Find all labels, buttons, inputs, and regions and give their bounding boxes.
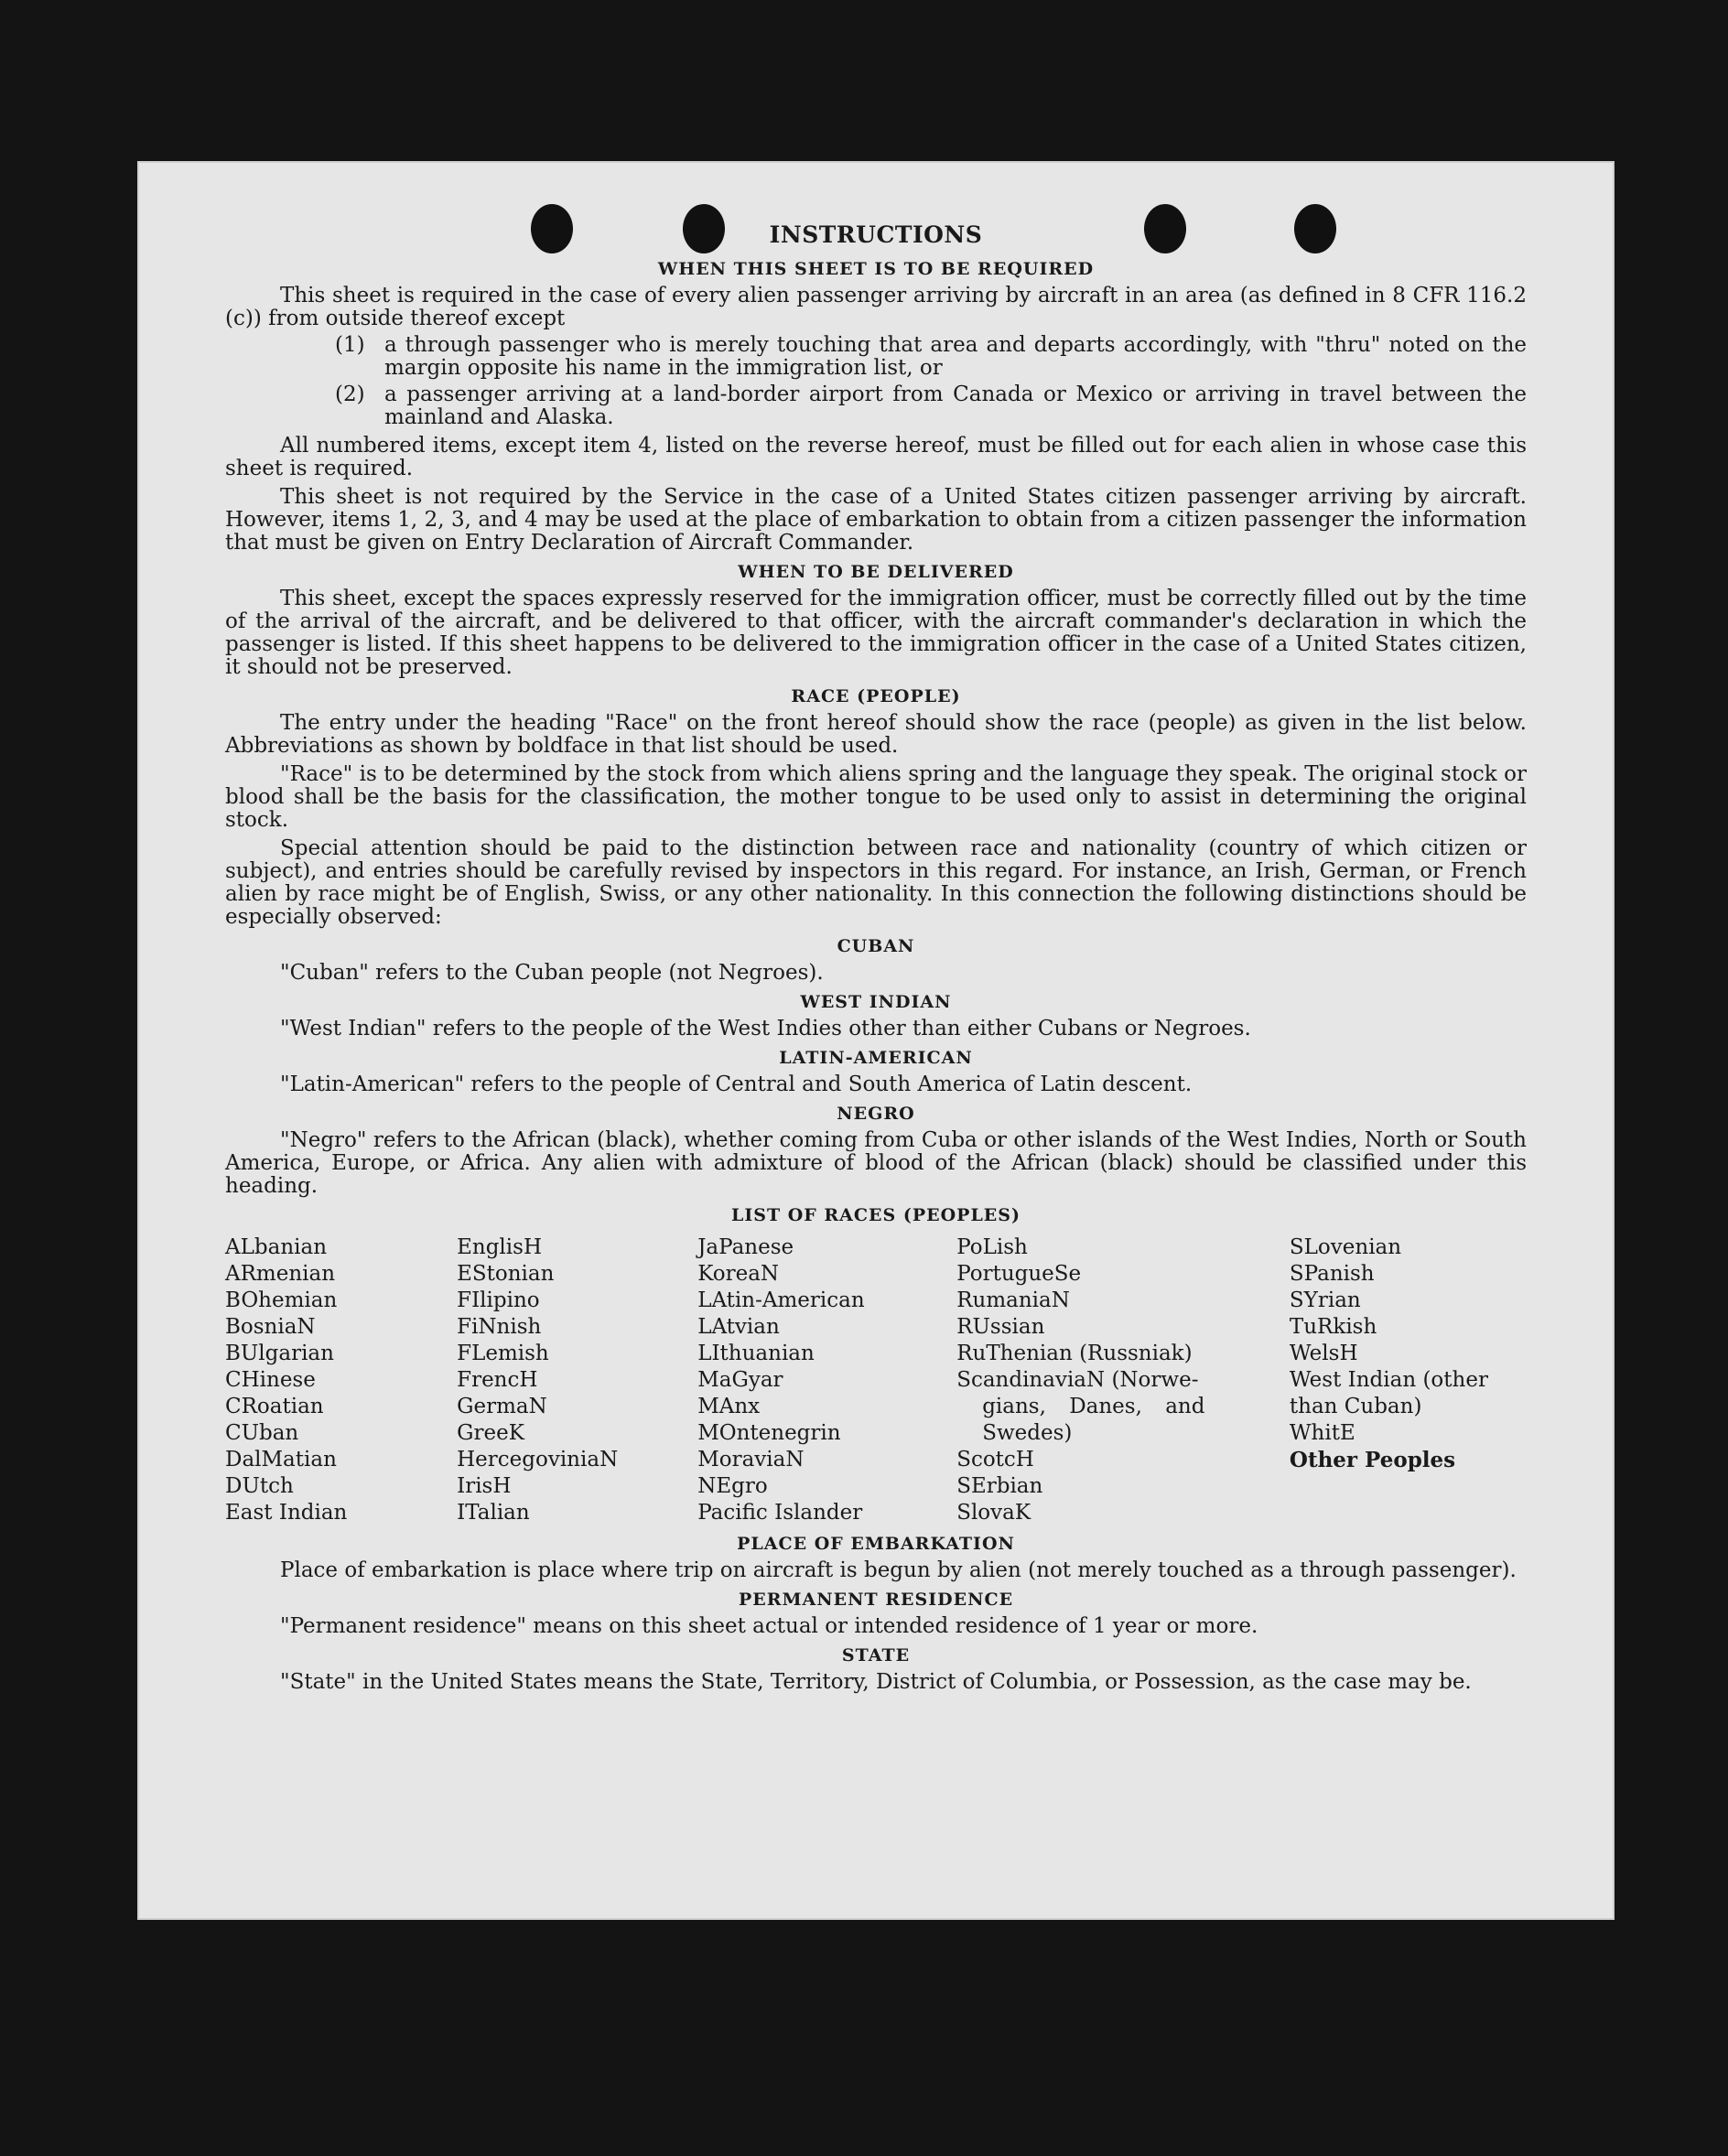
race-entry: MoraviaN bbox=[697, 1448, 805, 1471]
race-entry: MOntenegrin bbox=[697, 1421, 841, 1445]
paragraph: "Cuban" refers to the Cuban people (not Negroes). bbox=[280, 961, 824, 985]
list-item bbox=[335, 334, 1527, 380]
punch-hole bbox=[1144, 204, 1186, 253]
race-entry: BOhemian bbox=[225, 1288, 338, 1312]
item-number: (1) bbox=[335, 333, 365, 357]
race-column bbox=[697, 1234, 956, 1526]
heading-race: RACE (PEOPLE) bbox=[791, 686, 961, 706]
race-entry: GreeK bbox=[457, 1421, 524, 1445]
heading-embarkation: PLACE OF EMBARKATION bbox=[737, 1534, 1015, 1554]
race-entry: SErbian bbox=[956, 1474, 1043, 1498]
race-entry: JaPanese bbox=[697, 1235, 794, 1259]
heading-latin-american: LATIN-AMERICAN bbox=[779, 1048, 973, 1068]
heading-west-indian: WEST INDIAN bbox=[800, 992, 952, 1012]
race-entry: KoreaN bbox=[697, 1262, 780, 1286]
race-entry: Pacific Islander bbox=[697, 1501, 863, 1525]
paragraph: "West Indian" refers to the people of the West Indies other than either Cubans or Negroes. bbox=[280, 1017, 1251, 1040]
race-entry: RuThenian (Russniak) bbox=[956, 1342, 1193, 1365]
item-text: a passenger arriving at a land-border airport from Canada or Mexico or arriving in travel between the mainland and Alaska. bbox=[384, 383, 1527, 429]
race-entry: HercegoviniaN bbox=[457, 1448, 619, 1471]
race-entry: MAnx bbox=[697, 1395, 761, 1418]
race-entry: CHinese bbox=[225, 1368, 316, 1392]
race-entry: BUlgarian bbox=[225, 1342, 334, 1365]
race-column bbox=[1290, 1234, 1527, 1526]
race-entry: MaGyar bbox=[697, 1368, 783, 1392]
race-entry: EnglisH bbox=[457, 1235, 543, 1259]
paragraph: The entry under the heading "Race" on the front hereof should show the race (people) as given in the list below. Abbreviations as shown by boldface in that list should be used. bbox=[225, 711, 1527, 758]
heading-negro: NEGRO bbox=[837, 1104, 915, 1124]
race-entry: ScotcH bbox=[956, 1448, 1034, 1471]
item-number: (2) bbox=[335, 383, 365, 406]
paragraph: "Permanent residence" means on this sheet actual or intended residence of 1 year or more. bbox=[280, 1614, 1258, 1638]
race-entry: SlovaK bbox=[956, 1501, 1031, 1525]
race-entry: IrisH bbox=[457, 1474, 512, 1498]
paragraph: All numbered items, except item 4, listed on the reverse hereof, must be filled out for each alien in whose case this sheet is required. bbox=[225, 434, 1527, 480]
paragraph: "Latin-American" refers to the people of Central and South America of Latin descent. bbox=[280, 1073, 1193, 1096]
paragraph: This sheet, except the spaces expressly reserved for the immigration officer, must be correctly filled out by the time of the arrival of the aircraft, and be delivered to that officer, with the aircraft commander's declaration in which the passenger is listed. If this sheet happens to be delivered to the immigration officer in the case of a United States citizen, it should not be preserved. bbox=[225, 587, 1527, 679]
race-entry: PoLish bbox=[956, 1235, 1028, 1259]
race-entry: ALbanian bbox=[225, 1235, 328, 1259]
race-entry: ARmenian bbox=[225, 1262, 336, 1286]
race-entry: DalMatian bbox=[225, 1448, 337, 1471]
race-entry: RumaniaN bbox=[956, 1288, 1070, 1312]
race-entry: GermaN bbox=[457, 1395, 547, 1418]
race-column bbox=[457, 1234, 697, 1526]
punch-hole bbox=[683, 204, 725, 253]
race-column bbox=[225, 1234, 457, 1526]
race-entry: East Indian bbox=[225, 1501, 348, 1525]
race-entry: SLovenian bbox=[1289, 1235, 1402, 1259]
race-entry: FIlipino bbox=[457, 1288, 540, 1312]
heading-required: WHEN THIS SHEET IS TO BE REQUIRED bbox=[657, 259, 1095, 279]
race-entry: SYrian bbox=[1289, 1288, 1361, 1312]
document-sheet bbox=[137, 161, 1615, 1920]
page-title: INSTRUCTIONS bbox=[769, 221, 983, 248]
heading-list-of-races: LIST OF RACES (PEOPLES) bbox=[731, 1205, 1021, 1225]
race-entry: PortugueSe bbox=[956, 1262, 1082, 1286]
race-entry: ITalian bbox=[457, 1501, 530, 1525]
punch-hole bbox=[1294, 204, 1336, 253]
race-entry: CUban bbox=[225, 1421, 299, 1445]
race-entry: WhitE bbox=[1289, 1421, 1355, 1445]
race-entry: BosniaN bbox=[225, 1315, 316, 1339]
race-entry: FiNnish bbox=[457, 1315, 542, 1339]
race-entry: West Indian (other bbox=[1289, 1368, 1488, 1392]
race-entry: NEgro bbox=[697, 1474, 768, 1498]
race-entry: RUssian bbox=[956, 1315, 1045, 1339]
paragraph: "Race" is to be determined by the stock from which aliens spring and the language they speak. The original stock or blood shall be the basis for the classification, the mother tongue to be used only to assist in determining the original stock. bbox=[225, 762, 1527, 832]
race-entry: ScandinaviaN (Norwe- bbox=[956, 1368, 1199, 1392]
race-entry: LAtvian bbox=[697, 1315, 780, 1339]
race-entry: LAtin-American bbox=[697, 1288, 865, 1312]
race-column bbox=[956, 1234, 1290, 1526]
heading-cuban: CUBAN bbox=[837, 936, 915, 956]
punch-hole bbox=[531, 204, 573, 253]
heading-residence: PERMANENT RESIDENCE bbox=[738, 1590, 1014, 1610]
heading-state: STATE bbox=[841, 1645, 911, 1666]
paragraph: "State" in the United States means the State, Territory, District of Columbia, or Possession, as the case may be. bbox=[280, 1670, 1472, 1694]
paragraph: "Negro" refers to the African (black), whether coming from Cuba or other islands of the West Indies, North or South America, Europe, or Africa. Any alien with admixture of blood of the African (black) should be classified under this heading. bbox=[225, 1128, 1527, 1198]
heading-delivered: WHEN TO BE DELIVERED bbox=[738, 562, 1014, 582]
race-entry: LIthuanian bbox=[697, 1342, 815, 1365]
paragraph: Place of embarkation is place where trip on aircraft is begun by alien (not merely touched as a through passenger). bbox=[280, 1558, 1517, 1582]
paragraph: This sheet is required in the case of every alien passenger arriving by aircraft in an area (as defined in 8 CFR 116.2 (c)) from outside thereof except bbox=[225, 284, 1527, 330]
race-entry: DUtch bbox=[225, 1474, 294, 1498]
race-entry: Other Peoples bbox=[1289, 1448, 1456, 1472]
race-entry: TuRkish bbox=[1289, 1315, 1377, 1339]
paragraph: Special attention should be paid to the distinction between race and nationality (country of which citizen or subject), and entries should be carefully revised by inspectors in this regard. For instance, an Irish, German, or French alien by race might be of English, Swiss, or any other nationality. In this connection the following distinctions should be especially observed: bbox=[225, 836, 1527, 929]
race-list bbox=[225, 1234, 1527, 1526]
race-entry: EStonian bbox=[457, 1262, 555, 1286]
race-entry: FrencH bbox=[457, 1368, 538, 1392]
race-entry-continued: than Cuban) bbox=[1289, 1395, 1422, 1418]
list-item bbox=[335, 383, 1527, 429]
race-entry-continued: Swedes) bbox=[982, 1421, 1073, 1445]
race-entry: CRoatian bbox=[225, 1395, 324, 1418]
paragraph: This sheet is not required by the Service in the case of a United States citizen passenger arriving by aircraft. However, items 1, 2, 3, and 4 may be used at the place of embarkation to obtain from a citizen passenger the information that must be given on Entry Declaration of Aircraft Commander. bbox=[225, 485, 1527, 555]
race-entry-continued: gians, Danes, and bbox=[982, 1395, 1205, 1418]
item-text: a through passenger who is merely touching that area and departs accordingly, with "thru" noted on the margin opposite his name in the immigration list, or bbox=[384, 333, 1527, 380]
race-entry: WelsH bbox=[1289, 1342, 1358, 1365]
race-entry: FLemish bbox=[457, 1342, 549, 1365]
race-entry: SPanish bbox=[1289, 1262, 1375, 1286]
